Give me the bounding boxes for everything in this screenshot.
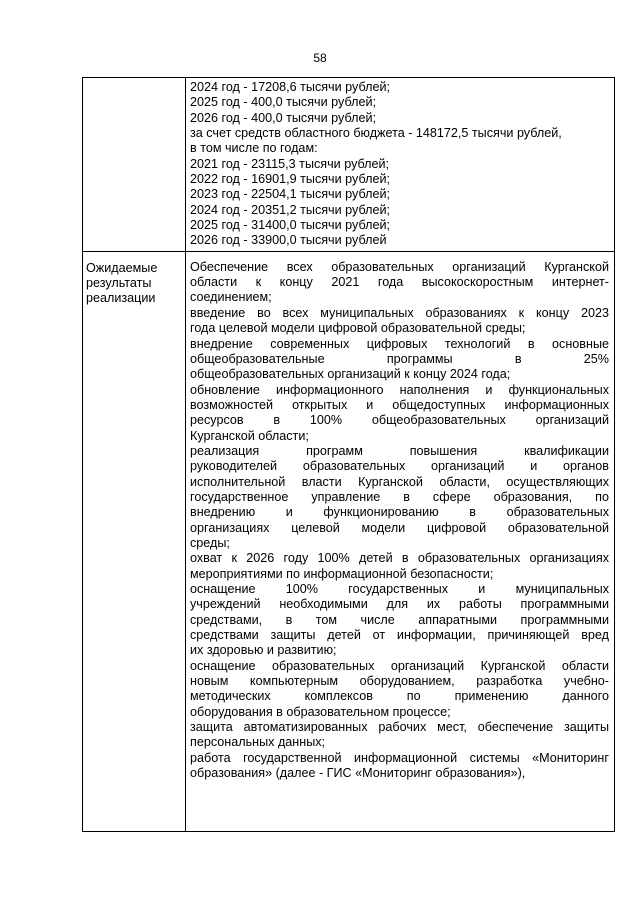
- financing-line: 2022 год - 16901,9 тысячи рублей;: [190, 172, 390, 187]
- result-line: области к концу 2021 года высокоскоростным интернет-: [190, 275, 609, 290]
- financing-line: 2026 год - 400,0 тысячи рублей;: [190, 110, 376, 125]
- result-line: защита автоматизированных рабочих мест, обеспечение защиты: [190, 720, 609, 735]
- result-line: мероприятиями по информационной безопасности;: [190, 566, 494, 581]
- result-line: работа государственной информационной системы «Мониторинг: [190, 750, 609, 765]
- result-item: [190, 306, 609, 337]
- financing-value-cell: [186, 78, 615, 252]
- result-line: возможностей открытых и общедоступных информационных: [190, 397, 609, 412]
- financing-line: 2025 год - 400,0 тысячи рублей;: [190, 95, 376, 110]
- result-line: государственное управление в сфере образования, по: [190, 489, 609, 504]
- result-line: методических комплексов по применению данного: [190, 689, 609, 704]
- result-line: реализация программ повышения квалификации: [190, 443, 609, 458]
- page-number: 58: [313, 51, 327, 65]
- financing-line: 2021 год - 23115,3 тысячи рублей;: [190, 156, 390, 171]
- result-line: оснащение образовательных организаций Курганской области: [190, 658, 609, 673]
- result-item: [190, 260, 609, 306]
- result-line: года целевой модели цифровой образовательной среды;: [190, 321, 526, 336]
- result-item: [190, 751, 609, 782]
- result-item: [190, 551, 609, 582]
- result-line: организациях целевой модели цифровой образовательной: [190, 520, 609, 535]
- result-line: Обеспечение всех образовательных организаций Курганской: [190, 259, 609, 274]
- financing-label-cell: [83, 78, 186, 252]
- label-line: Ожидаемые: [86, 260, 158, 275]
- financing-line: 2025 год - 31400,0 тысячи рублей;: [190, 218, 390, 233]
- result-line: обновление информационного наполнения и функциональных: [190, 382, 609, 397]
- expected-results-row: [83, 251, 615, 831]
- result-line: исполнительной власти Курганской области, осуществляющих: [190, 474, 609, 489]
- label-line: результаты: [86, 276, 152, 291]
- result-item: [190, 720, 609, 751]
- result-line: оборудования в образовательном процессе;: [190, 704, 451, 719]
- result-line: руководителей образовательных организаций и органов: [190, 459, 609, 474]
- label-line: реализации: [86, 291, 156, 306]
- financing-line: 2023 год - 22504,1 тысячи рублей;: [190, 187, 390, 202]
- result-item: [190, 582, 609, 659]
- result-item: [190, 383, 609, 444]
- expected-results-text: [186, 251, 615, 831]
- result-line: среды;: [190, 535, 230, 550]
- result-line: Курганской области;: [190, 428, 309, 443]
- result-line: общеобразовательных организаций к концу 2024 года;: [190, 367, 511, 382]
- financing-row: [83, 78, 615, 252]
- result-line: оснащение 100% государственных и муниципальных: [190, 582, 609, 596]
- financing-line: 2024 год - 17208,6 тысячи рублей;: [190, 80, 390, 94]
- financing-line: 2026 год - 33900,0 тысячи рублей: [190, 233, 387, 248]
- result-item: [190, 444, 609, 551]
- expected-results-label: [83, 251, 186, 831]
- result-line: учреждений необходимыми для их работы программными: [190, 597, 609, 612]
- program-passport-table: [82, 77, 615, 832]
- result-line: образования» (далее - ГИС «Мониторинг образования»),: [190, 766, 526, 781]
- result-line: введение во всех муниципальных образованиях к концу 2023: [190, 305, 609, 320]
- financing-line: за счет средств областного бюджета - 148172,5 тысячи рублей,: [190, 126, 562, 141]
- result-line: их здоровью и развитию;: [190, 643, 337, 658]
- result-line: общеобразовательные программы в 25%: [190, 351, 609, 366]
- result-line: охват к 2026 году 100% детей в образовательных организациях: [190, 551, 609, 566]
- result-line: внедрению и функционированию в образовательных: [190, 505, 609, 520]
- result-line: средствами, в том числе аппаратными программными: [190, 612, 609, 627]
- result-line: соединением;: [190, 290, 272, 305]
- result-line: средствами защиты детей от информации, причиняющей вред: [190, 628, 609, 643]
- result-item: [190, 337, 609, 383]
- result-line: персональных данных;: [190, 735, 326, 750]
- financing-line: в том числе по годам:: [190, 141, 318, 156]
- result-line: новым компьютерным оборудованием, разработка учебно-: [190, 674, 609, 689]
- financing-line: 2024 год - 20351,2 тысячи рублей;: [190, 202, 390, 217]
- result-line: внедрение современных цифровых технологий в основные: [190, 336, 609, 351]
- result-line: ресурсов в 100% общеобразовательных организаций: [190, 413, 609, 428]
- result-item: [190, 659, 609, 720]
